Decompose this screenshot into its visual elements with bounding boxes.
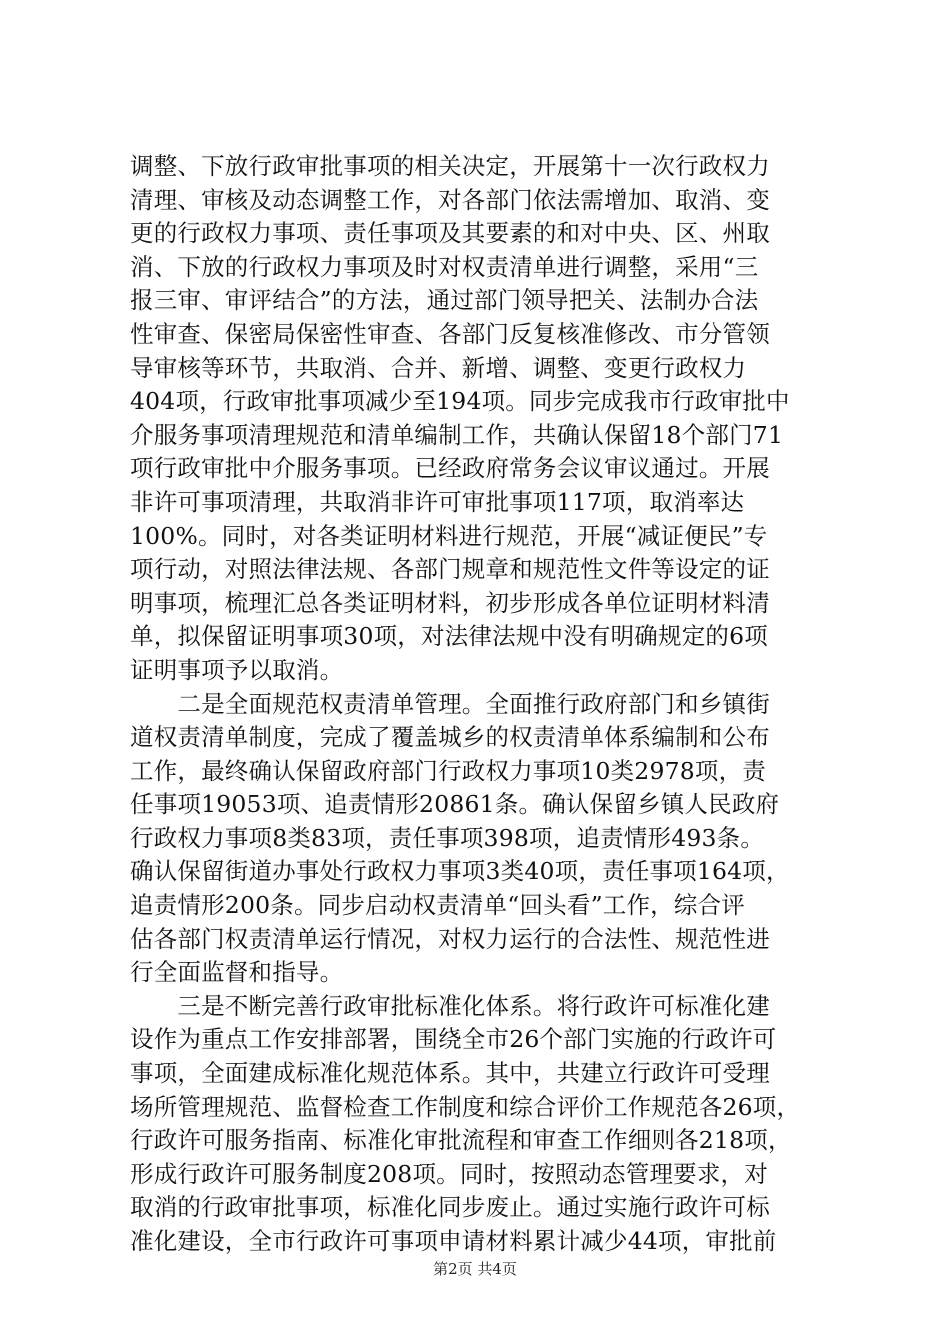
text-line: 100%。同时，对各类证明材料进行规范，开展“减证便民”专 <box>130 521 768 550</box>
text-line: 确认保留街道办事处行政权力事项3类40项，责任事项164项， <box>130 857 790 886</box>
text-line: 工作，最终确认保留政府部门行政权力事项10类2978项，责 <box>130 756 767 785</box>
text-line: 项行动，对照法律法规、各部门规章和规范性文件等设定的证 <box>130 555 770 584</box>
text-line: 道权责清单制度，完成了覆盖城乡的权责清单体系编制和公布 <box>130 723 770 752</box>
text-line: 单，拟保留证明事项30项，对法律法规中没有明确规定的6项 <box>130 622 768 651</box>
text-line: 形成行政许可服务制度208项。同时，按照动态管理要求，对 <box>130 1159 768 1188</box>
text-line: 三是不断完善行政审批标准化体系。将行政许可标准化建 <box>130 991 770 1020</box>
text-line: 证明事项予以取消。 <box>130 655 344 684</box>
text-line: 报三审、审评结合”的方法，通过部门领导把关、法制办合法 <box>130 286 759 315</box>
text-line: 取消的行政审批事项，标准化同步废止。通过实施行政许可标 <box>130 1193 770 1222</box>
text-line: 消、下放的行政权力事项及时对权责清单进行调整，采用“三 <box>130 252 759 281</box>
text-line: 介服务事项清理规范和清单编制工作，共确认保留18个部门71 <box>130 420 784 449</box>
text-line: 事项，全面建成标准化规范体系。其中，共建立行政许可受理 <box>130 1059 770 1088</box>
text-line: 性审查、保密局保密性审查、各部门反复核准修改、市分管领 <box>130 319 770 348</box>
text-line: 调整、下放行政审批事项的相关决定，开展第十一次行政权力 <box>130 152 770 180</box>
text-line: 行政许可服务指南、标准化审批流程和审查工作细则各218项， <box>130 1126 792 1155</box>
text-line: 任事项19053项、追责情形20861条。确认保留乡镇人民政府 <box>130 790 780 819</box>
text-line: 清理、审核及动态调整工作，对各部门依法需增加、取消、变 <box>130 185 770 214</box>
text-line: 项行政审批中介服务事项。已经政府常务会议审议通过。开展 <box>130 454 770 483</box>
text-line: 行政权力事项8类83项，责任事项398项，追责情形493条。 <box>130 823 765 852</box>
page-number-footer: 第2页 共4页 <box>433 1260 517 1278</box>
text-line: 明事项，梳理汇总各类证明材料，初步形成各单位证明材料清 <box>130 588 770 617</box>
text-line: 更的行政权力事项、责任事项及其要素的和对中央、区、州取 <box>130 219 770 248</box>
text-line: 设作为重点工作安排部署，围绕全市26个部门实施的行政许可 <box>130 1025 777 1054</box>
document-body <box>130 150 825 1259</box>
text-line: 二是全面规范权责清单管理。全面推行政府部门和乡镇街 <box>130 689 770 718</box>
text-line: 404项，行政审批事项减少至194项。同步完成我市行政审批中 <box>130 387 790 416</box>
text-line: 追责情形200条。同步启动权责清单“回头看”工作，综合评 <box>130 891 745 920</box>
text-line: 准化建设，全市行政许可事项申请材料累计减少44项，审批前 <box>130 1227 777 1255</box>
text-line: 非许可事项清理，共取消非许可审批事项117项，取消率达 <box>130 487 745 516</box>
text-line: 场所管理规范、监督检查工作制度和综合评价工作规范各26项， <box>130 1092 801 1121</box>
text-line: 导审核等环节，共取消、合并、新增、调整、变更行政权力 <box>130 353 747 382</box>
text-line: 估各部门权责清单运行情况，对权力运行的合法性、规范性进 <box>130 924 770 953</box>
text-line: 行全面监督和指导。 <box>130 958 344 987</box>
